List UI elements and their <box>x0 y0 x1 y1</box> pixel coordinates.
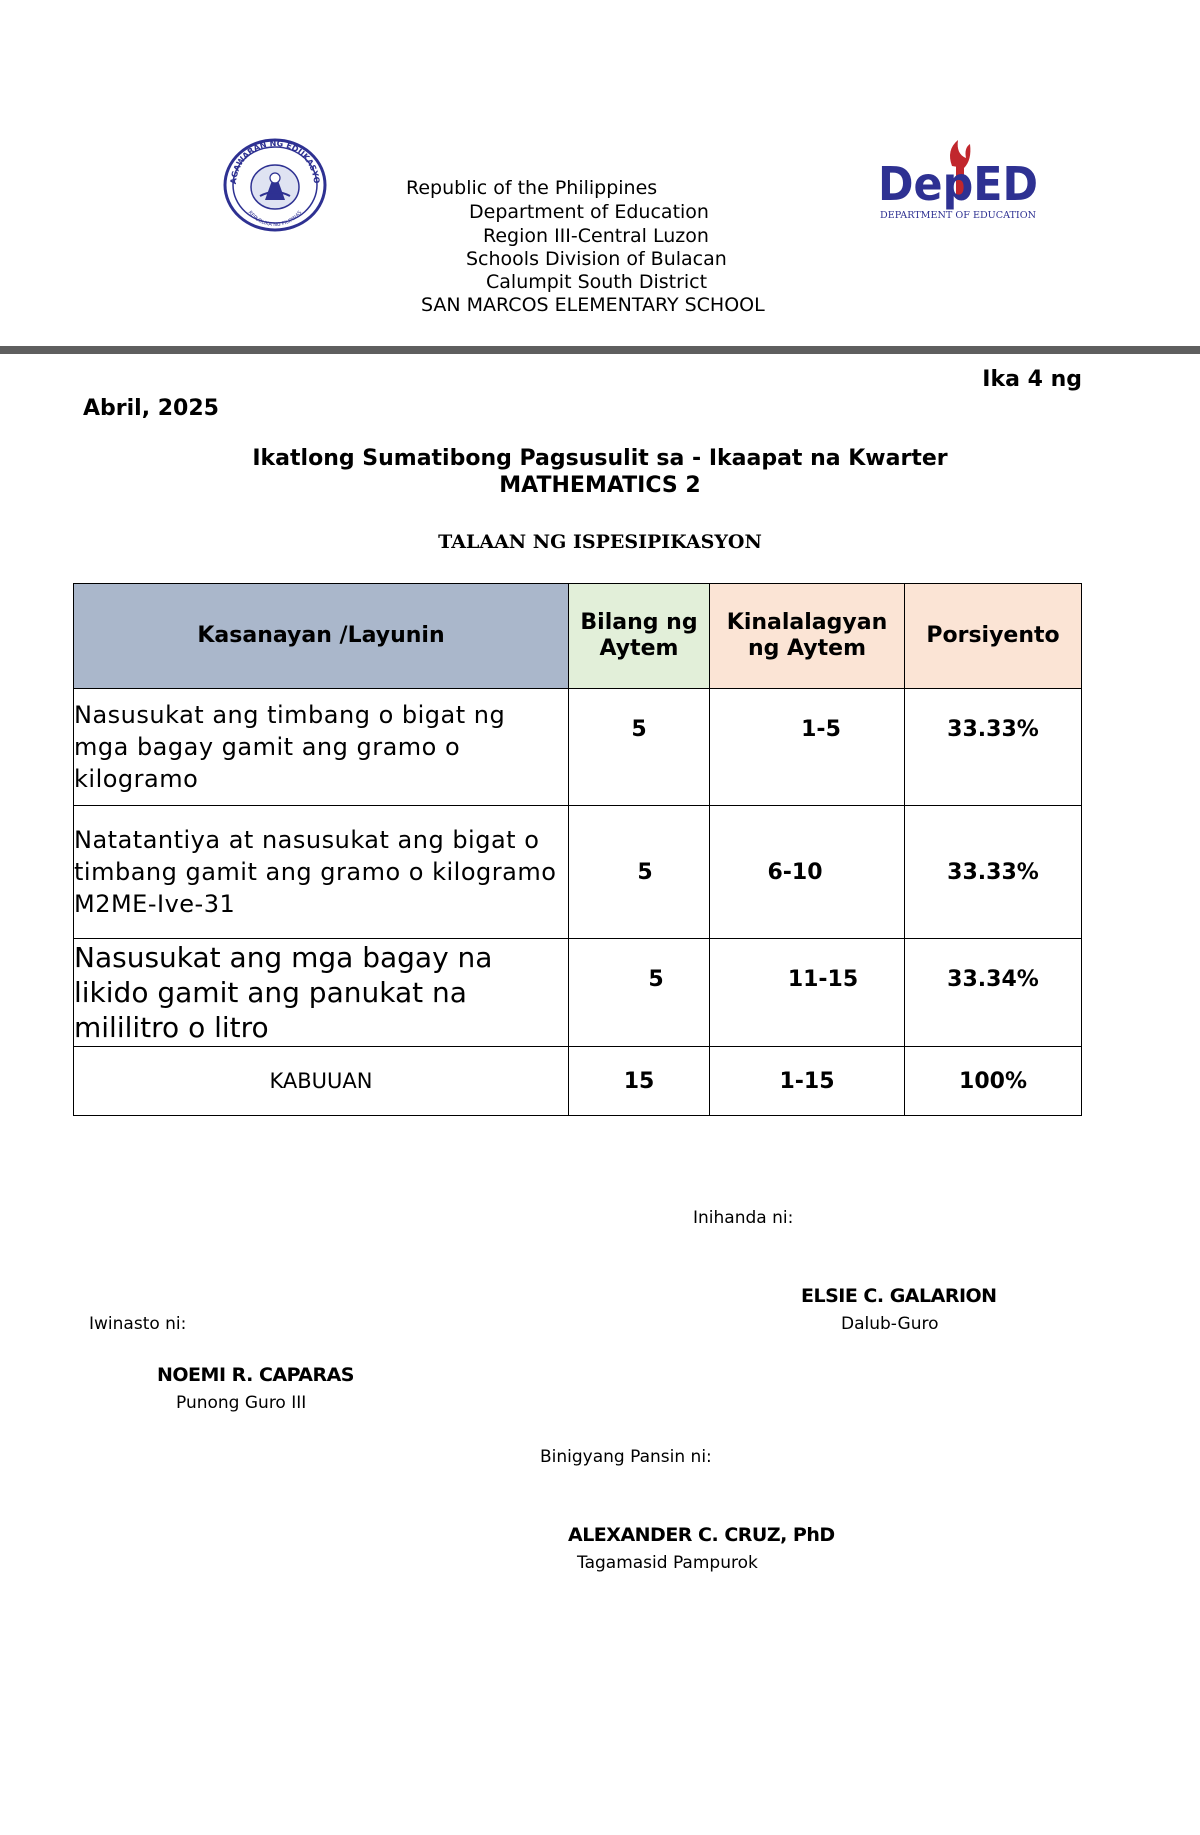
row-skill: Natatantiya at nasusukat ang bigat o timbang gamit ang gramo o kilogramo M2ME-Ive-31 <box>74 806 569 939</box>
header-district: Calumpit South District <box>486 271 708 293</box>
deped-logo-subtext: DEPARTMENT OF EDUCATION <box>880 211 1037 221</box>
header-divider <box>0 346 1200 354</box>
row-skill: Nasusukat ang mga bagay na likido gamit ang panukat na mililitro o litro <box>74 939 569 1047</box>
seal-text-bottom: REPUBLIKA NG PILIPINAS <box>246 209 304 229</box>
header-region: Region III-Central Luzon <box>483 225 709 247</box>
row-placement: 11-15 <box>710 939 905 1047</box>
table-row <box>74 689 1082 806</box>
header-school: SAN MARCOS ELEMENTARY SCHOOL <box>421 294 765 316</box>
table-row <box>74 806 1082 939</box>
header-division: Schools Division of Bulacan <box>466 248 727 270</box>
prepared-name: ELSIE C. GALARION <box>801 1285 997 1307</box>
row-skill: Nasusukat ang timbang o bigat ng mga bagay gamit ang gramo o kilogramo <box>74 689 569 806</box>
table-title: TALAAN NG ISPESIPIKASYON <box>438 531 762 553</box>
header-department: Department of Education <box>469 201 709 223</box>
checked-label: Iwinasto ni: <box>89 1314 187 1334</box>
deped-logo-text: DepED <box>878 157 1038 211</box>
total-count: 15 <box>569 1047 710 1116</box>
table-row <box>74 939 1082 1047</box>
row-percent: 33.33% <box>905 806 1082 939</box>
row-placement: 6-10 <box>710 806 905 939</box>
header-item-placement: Kinalalagyan ng Aytem <box>710 584 905 689</box>
total-placement: 1-15 <box>710 1047 905 1116</box>
date-month-year: Abril, 2025 <box>83 396 219 421</box>
header-item-count: Bilang ng Aytem <box>569 584 710 689</box>
seal-text-top: AGAWARAN NG EDUKASYO <box>228 138 322 185</box>
total-percent: 100% <box>905 1047 1082 1116</box>
checked-name: NOEMI R. CAPARAS <box>157 1364 354 1386</box>
noted-label: Binigyang Pansin ni: <box>540 1447 712 1467</box>
row-count: 5 <box>569 806 710 939</box>
prepared-label: Inihanda ni: <box>693 1208 794 1228</box>
total-label: KABUUAN <box>74 1047 569 1116</box>
checked-role: Punong Guro III <box>176 1393 307 1413</box>
row-count: 5 <box>569 689 710 806</box>
header-republic: Republic of the Philippines <box>406 177 658 199</box>
header-skill: Kasanayan /Layunin <box>74 584 569 689</box>
row-placement: 1-5 <box>710 689 905 806</box>
exam-title: Ikatlong Sumatibong Pagsusulit sa - Ikaapat na Kwarter <box>252 446 948 471</box>
deped-seal-logo <box>222 138 328 232</box>
noted-name: ALEXANDER C. CRUZ, PhD <box>568 1524 835 1546</box>
row-percent: 33.34% <box>905 939 1082 1047</box>
row-percent: 33.33% <box>905 689 1082 806</box>
table-header-row <box>74 584 1082 689</box>
specification-table <box>73 583 1082 1116</box>
header-percent: Porsiyento <box>905 584 1082 689</box>
noted-role: Tagamasid Pampurok <box>577 1553 758 1573</box>
row-count: 5 <box>569 939 710 1047</box>
table-total-row <box>74 1047 1082 1116</box>
date-day: Ika 4 ng <box>982 367 1082 392</box>
deped-logo <box>876 136 1040 224</box>
subject-title: MATHEMATICS 2 <box>499 473 701 498</box>
prepared-role: Dalub-Guro <box>841 1314 939 1334</box>
